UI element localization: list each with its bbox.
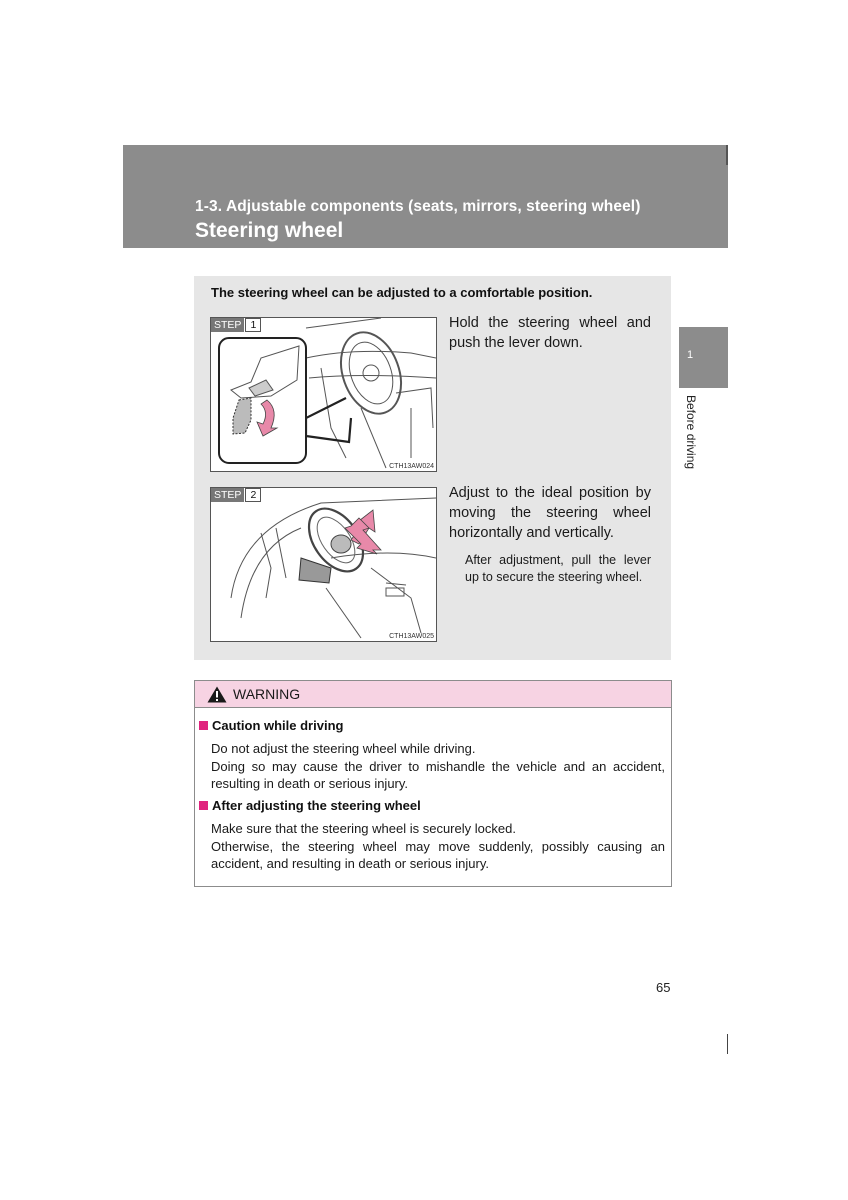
figure-code: CTH13AW024: [389, 463, 434, 470]
warning-body-1: [211, 740, 665, 793]
step-1-badge: [211, 318, 261, 332]
warning-triangle-icon: [207, 686, 227, 703]
margin-rule: [727, 1034, 728, 1054]
warning-line: Otherwise, the steering wheel may move suddenly, possibly causing an accident, and resulting in death or serious injury.: [211, 838, 665, 871]
warning-line: Make sure that the steering wheel is securely locked.: [211, 821, 516, 836]
step-1-text: Hold the steering wheel and push the lever down.: [449, 315, 651, 351]
chapter-number: 1: [687, 349, 694, 361]
header-notch: [726, 145, 728, 165]
figure-code: CTH13AW025: [389, 633, 434, 640]
page-number: 65: [656, 980, 671, 995]
bullet-square-icon: [199, 801, 208, 810]
procedure-intro: The steering wheel can be adjusted to a comfortable position.: [211, 285, 593, 300]
warning-body-2: [211, 820, 665, 873]
warning-header: [195, 681, 671, 708]
warning-heading-1: [199, 718, 343, 733]
step-2-text: Adjust to the ideal position by moving the steering wheel horizontally and vertically.: [449, 485, 651, 541]
warning-heading-text: Caution while driving: [212, 718, 344, 733]
step-badge-label: STEP: [211, 318, 244, 332]
warning-line: Do not adjust the steering wheel while driving.: [211, 741, 476, 756]
step-2-figure: [210, 487, 437, 642]
step-badge-number: 1: [245, 318, 261, 332]
step-badge-label: STEP: [211, 488, 244, 502]
step-2-note: After adjustment, pull the lever up to secure the steering wheel.: [465, 553, 651, 584]
warning-heading-2: [199, 798, 421, 813]
steering-lever-illustration: [211, 318, 436, 471]
step-badge-number: 2: [245, 488, 261, 502]
warning-box: [194, 680, 672, 887]
step-1-figure: [210, 317, 437, 472]
warning-title: WARNING: [233, 686, 301, 702]
warning-heading-text: After adjusting the steering wheel: [212, 798, 421, 813]
step-2-badge: [211, 488, 261, 502]
bullet-square-icon: [199, 721, 208, 730]
section-title: 1-3. Adjustable components (seats, mirrors, steering wheel): [195, 198, 641, 215]
chapter-tab: [679, 327, 728, 388]
steering-adjust-illustration: [211, 488, 436, 641]
page-title: Steering wheel: [195, 219, 344, 242]
warning-line: Doing so may cause the driver to mishandle the vehicle and an accident, resulting in death or serious injury.: [211, 758, 665, 791]
chapter-label: Before driving: [684, 395, 698, 470]
